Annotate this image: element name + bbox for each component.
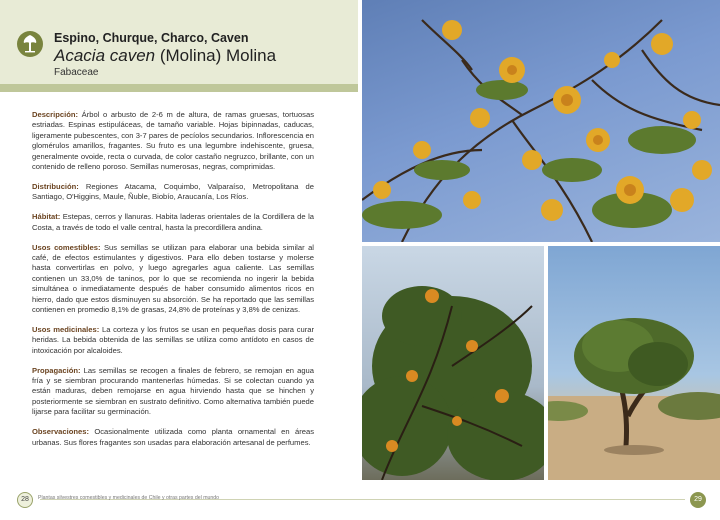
- section-label: Distribución:: [32, 181, 79, 191]
- genus-species: Acacia caven: [54, 46, 156, 65]
- section-text: Árbol o arbusto de 2-6 m de altura, de ramas gruesas, tortuosas estriadas. Espinas estipuláceas, de tamaño variable. Hojas bipinnadas, caducas, ligeramente pubescentes, con 3-7 pares de pecíolos secundarios. Inflorescencia en glomérulos amarillos, fragantes. Su fruto es una legumbre indehiscente, gruesa, generalmente ovoide, recta o curvada, de color castaño negruzco, brillante, con un contenido de relleno poroso. Semillas numerosas, negras, comprimidas.: [32, 110, 314, 172]
- page-number-right: 29: [690, 492, 706, 508]
- section-label: Descripción:: [32, 110, 78, 119]
- header-bar: [0, 84, 358, 92]
- species-header: [0, 0, 358, 92]
- section-observations: [32, 427, 314, 448]
- page-number-left: 28: [17, 492, 33, 508]
- section-label: Usos comestibles:: [32, 242, 101, 252]
- photo-branch-closeup: [362, 246, 544, 480]
- section-label: Propagación:: [32, 365, 81, 375]
- section-habitat: [32, 212, 314, 233]
- species-description: [32, 110, 314, 457]
- section-text: Estepas, cerros y llanuras. Habita laderas orientales de la Cordillera de la Costa, a través de todo el valle central, hasta la precordillera andina.: [32, 212, 314, 232]
- family-name: Fabaceae: [54, 67, 99, 78]
- section-text: Ocasionalmente utilizada como planta ornamental en áreas urbanas. Sus flores fragantes son usadas para elaboración artesanal de perfumes.: [32, 427, 314, 447]
- section-propagation: [32, 366, 314, 418]
- photo-flowering-branches: [362, 0, 720, 242]
- tree-logo-icon: [17, 31, 43, 57]
- common-names: Espino, Churque, Charco, Caven: [54, 31, 249, 45]
- section-text: Regiones Atacama, Coquimbo, Valparaíso, Metropolitana de Santiago, O'Higgins, Maule, Ñuble, Biobío, Araucanía, Los Ríos.: [32, 181, 314, 202]
- section-text: Las semillas se recogen a finales de febrero, se remojan en agua fría y se siembran procurando mantenerlas húmedas. Si se colectan cuando ya están maduras, deben remojarse en agua hirviendo hasta que se hinchen y posteriormente se siembran en sustrato definitivo. Como alternativa también puede lijarse para facilitar su germinación.: [32, 365, 314, 417]
- photo-tree-landscape: [548, 246, 720, 480]
- section-label: Observaciones:: [32, 427, 89, 437]
- section-medicinal-uses: [32, 325, 314, 356]
- section-text: Sus semillas se utilizan para elaborar una bebida similar al café, de efectos estimulantes y digestivos. Para ello deben tostarse y molerse hasta convertirlas en polvo, y luego agregarles agua caliente. Las semillas contienen un 33,0% de taninos, por lo que se recomienda no ingerir la bebida simultánea o inmediatamente después de haber consumido alimentos ricos en hierro, dado que estos disminuyen su absorción. Se ha reportado que las semillas contienen en promedio 8,1% de grasas, 24,8% de proteínas y 3,8% de cenizas.: [32, 242, 314, 314]
- section-description: [32, 110, 314, 172]
- scientific-name: [54, 46, 276, 66]
- section-label: Usos medicinales:: [32, 324, 100, 334]
- authority: (Molina) Molina: [159, 46, 277, 65]
- section-label: Hábitat:: [32, 212, 61, 222]
- section-text: La corteza y los frutos se usan en pequeñas dosis para curar heridas. La bebida obtenida de las semillas se utiliza como antídoto en casos de intoxicación por alcaloides.: [32, 324, 315, 355]
- section-edible-uses: [32, 243, 314, 316]
- footer-title: Plantas silvestres comestibles y medicinales de Chile y otras partes del mundo: [38, 495, 220, 501]
- section-distribution: [32, 182, 314, 203]
